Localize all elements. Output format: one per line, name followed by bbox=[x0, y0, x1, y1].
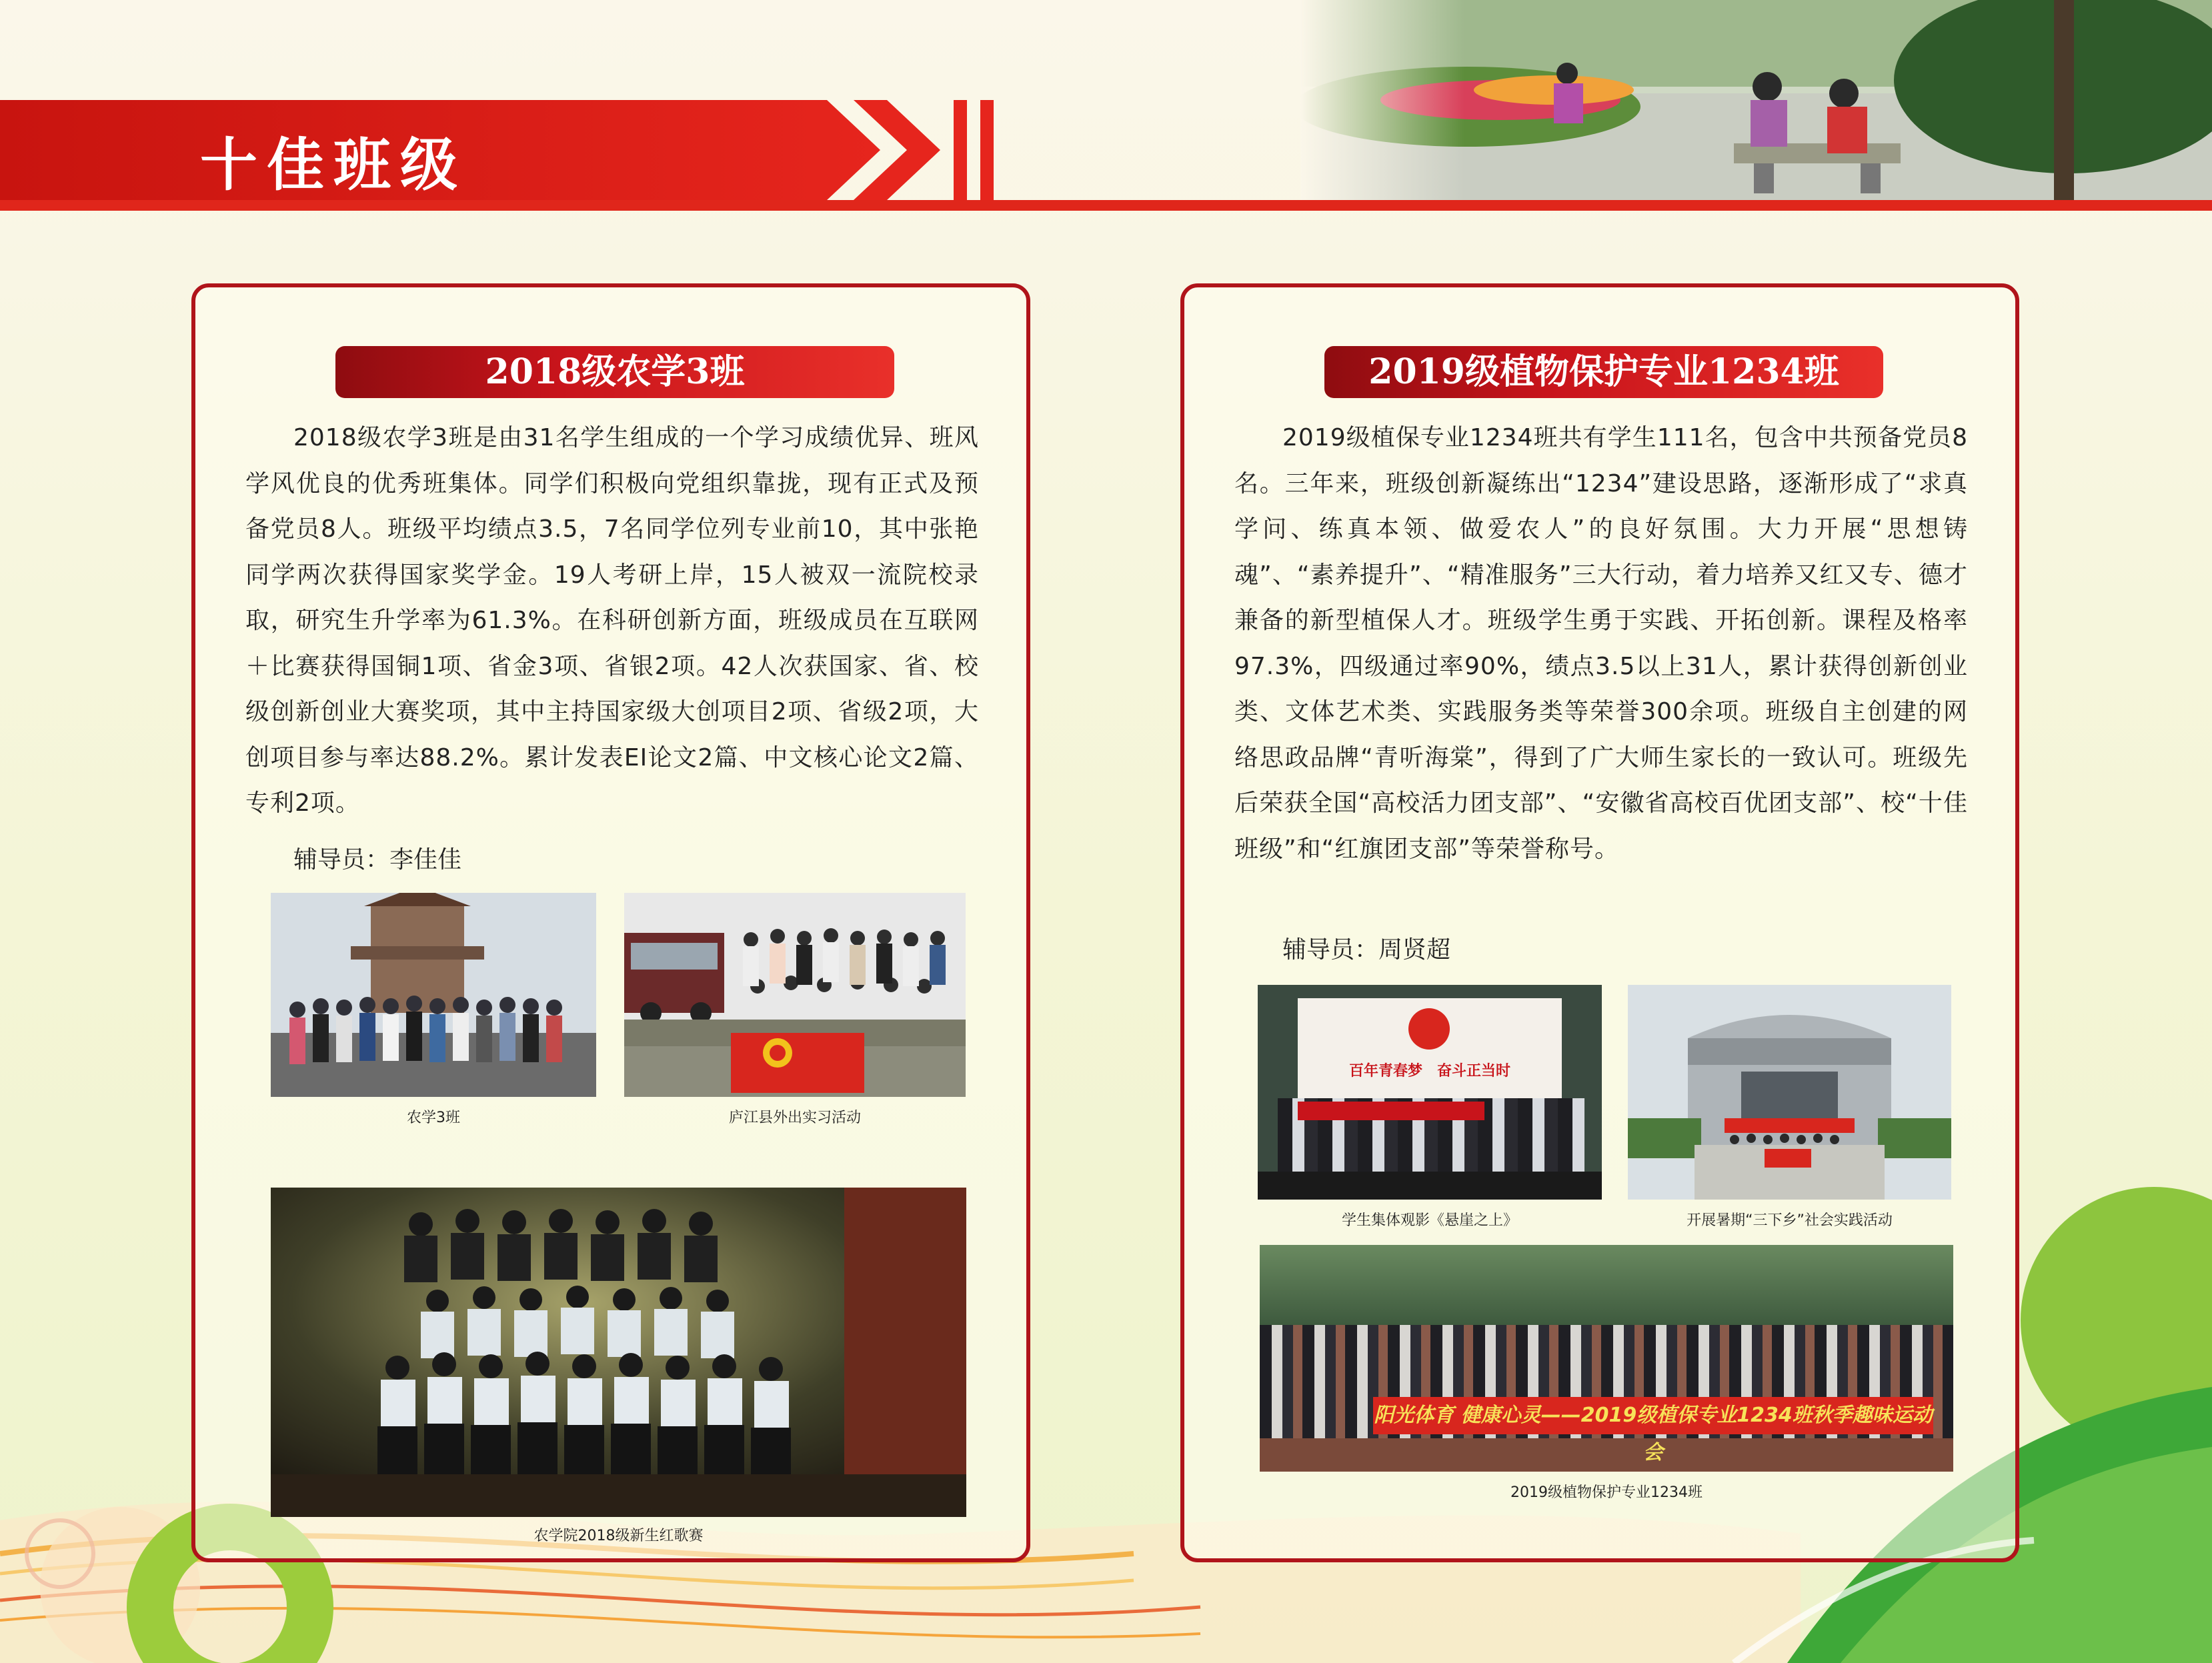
photo-sports-meet bbox=[1260, 1245, 1953, 1472]
photo-class-group bbox=[271, 893, 596, 1097]
cinema-slogan: 百年青春梦 奋斗正当时 bbox=[1348, 1063, 1510, 1080]
counselor-name: 辅导员：周贤超 bbox=[1282, 936, 1451, 964]
card-title: 2018级农学3班 bbox=[335, 346, 894, 398]
photo-caption: 农学3班 bbox=[407, 1110, 460, 1126]
header-campus-photo bbox=[1300, 0, 2212, 200]
sports-banner: 阳光体育 健康心灵——2019级植保专业1234班秋季趣味运动会 bbox=[1373, 1397, 1933, 1434]
photo-cinema bbox=[1258, 985, 1602, 1200]
page-title: 十佳班级 bbox=[200, 131, 467, 199]
photo-practice-trip bbox=[624, 893, 966, 1097]
section-banner bbox=[0, 100, 1000, 200]
photo-choir-contest bbox=[271, 1188, 966, 1517]
card-description: 2019级植保专业1234班共有学生111名，包含中共预备党员8名。三年来，班级创新凝练出“1234”建设思路，逐渐形成了“求真学问、练真本领、做爱农人”的良好氛围。大力开展“思想铸魂”、“素养提升”、“精准服务”三大行动，着力培养又红又专、德才兼备的新型植保人才。班级学生勇于实践、开拓创新。课程及格率97.3%，四级通过率90%，绩点3.5以上31人，累计获得创新创业类、文体艺术类、实践服务类等荣誉300余项。班级自主创建的网络思政品牌“青听海棠”，得到了广大师生家长的一致认可。班级先后荣获全国“高校活力团支部”、“安徽省高校百优团支部”、校“十佳班级”和“红旗团支部”等荣誉称号。 bbox=[1234, 424, 1968, 863]
photo-caption: 2019级植物保护专业1234班 bbox=[1510, 1484, 1703, 1501]
photo-caption: 开展暑期“三下乡”社会实践活动 bbox=[1687, 1212, 1893, 1229]
counselor-name: 辅导员：李佳佳 bbox=[293, 846, 462, 874]
photo-caption: 农学院2018级新生红歌赛 bbox=[533, 1528, 704, 1544]
card-title: 2019级植物保护专业1234班 bbox=[1324, 346, 1883, 398]
header-divider bbox=[0, 200, 2212, 211]
photo-caption: 庐江县外出实习活动 bbox=[728, 1110, 861, 1126]
photo-memorial-hall bbox=[1628, 985, 1951, 1200]
card-description: 2018级农学3班是由31名学生组成的一个学习成绩优异、班风学风优良的优秀班集体。同学们积极向党组织靠拢，现有正式及预备党员8人。班级平均绩点3.5，7名同学位列专业前10，其中张艳同学两次获得国家奖学金。19人考研上岸，15人被双一流院校录取，研究生升学率为61.3%。在科研创新方面，班级成员在互联网＋比赛获得国铜1项、省金3项、省银2项。42人次获国家、省、校级创新创业大赛奖项，其中主持国家级大创项目2项、省级2项，大创项目参与率达88.2%。累计发表EI论文2篇、中文核心论文2篇、专利2项。 bbox=[245, 424, 979, 817]
photo-caption: 学生集体观影《悬崖之上》 bbox=[1341, 1212, 1518, 1229]
class-card-agronomy bbox=[191, 283, 1030, 1562]
class-card-plant-protection bbox=[1180, 283, 2019, 1562]
